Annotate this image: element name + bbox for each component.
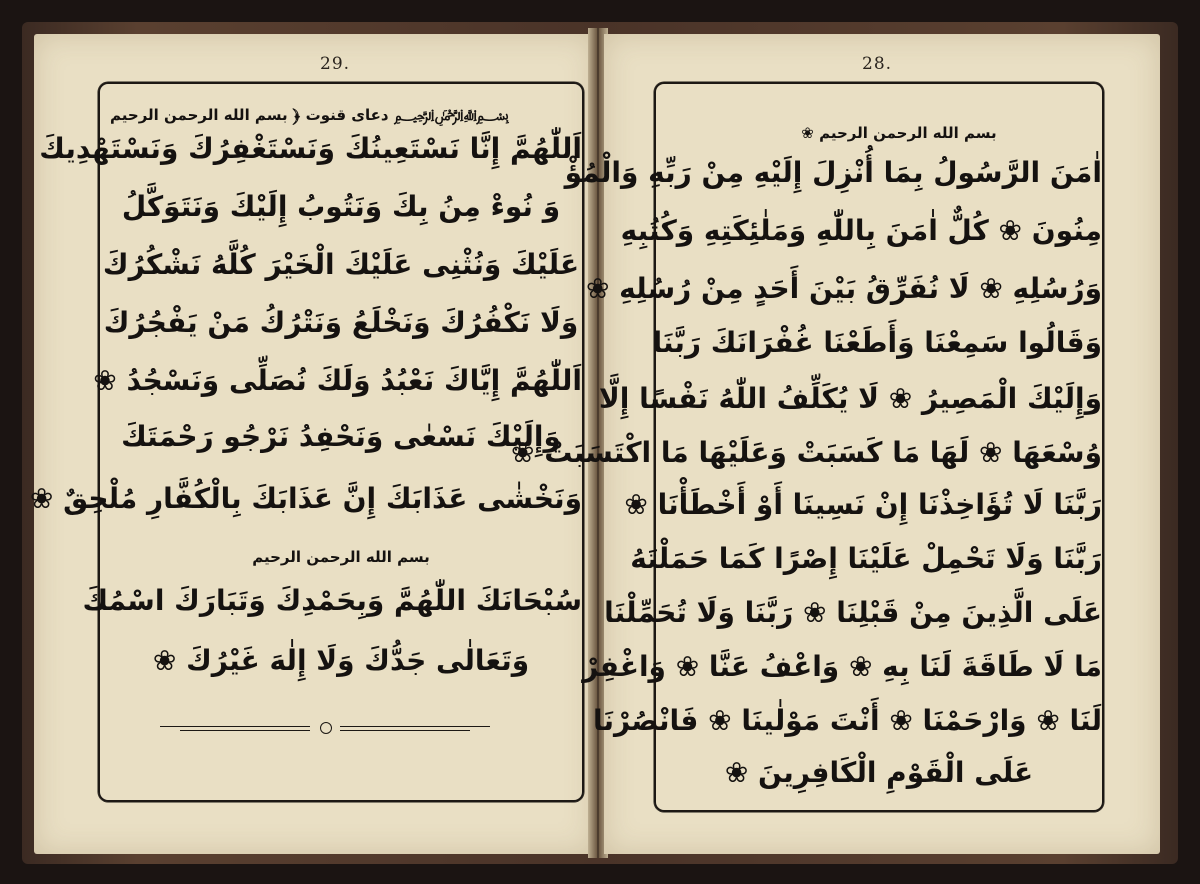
ornamental-divider	[160, 724, 490, 732]
left-header-line: ﷽ دعاى قنوت ﴿ بسم الله الرحمن الرحيم	[110, 106, 509, 124]
right-line-3: وَرُسُلِهِ ❀ لَا نُفَرِّقُ بَيْنَ أَحَدٍ مِنْ رُسُلِهِ ❀	[585, 272, 1102, 305]
right-line-10: مَا لَا طَاقَةَ لَنَا بِهِ ❀ وَاعْفُ عَنَّا ❀ وَاغْفِرْ	[582, 650, 1102, 683]
right-line-6: وُسْعَهَا ❀ لَهَا مَا كَسَبَتْ وَعَلَيْهَا مَا اكْتَسَبَتْ ❀	[511, 436, 1102, 469]
left-line-8: سُبْحَانَكَ اللّٰهُمَّ وَبِحَمْدِكَ وَتَبَارَكَ اسْمُكَ	[82, 584, 582, 617]
right-line-11: لَنَا ❀ وَارْحَمْنَا ❀ أَنْتَ مَوْلٰينَا ❀ فَانْصُرْنَا	[592, 704, 1102, 737]
left-line-4: وَلَا نَكْفُرُكَ وَنَخْلَعُ وَنَتْرُكُ مَنْ يَفْجُرُكَ	[103, 306, 579, 339]
right-line-12: عَلَى الْقَوْمِ الْكَافِرِينَ ❀	[724, 756, 1034, 789]
right-line-8: رَبَّنَا وَلَا تَحْمِلْ عَلَيْنَا إِصْرًا كَمَا حَمَلْتَهُ	[630, 542, 1102, 575]
right-page	[511, 34, 1160, 854]
left-line-3: عَلَيْكَ وَنُثْنِى عَلَيْكَ الْخَيْرَ كُلَّهُ نَشْكُرُكَ	[102, 248, 580, 281]
right-line-1: اٰمَنَ الرَّسُولُ بِمَا أُنْزِلَ إِلَيْهِ مِنْ رَبِّهِ وَالْمُؤْ	[564, 156, 1102, 189]
left-line-9: وَتَعَالٰى جَدُّكَ وَلَا إِلٰهَ غَيْرُكَ ❀	[152, 644, 530, 677]
left-line-5: اَللّٰهُمَّ إِيَّاكَ نَعْبُدُ وَلَكَ نُصَلِّى وَنَسْجُدُ ❀	[93, 364, 582, 397]
right-line-2: مِنُونَ ❀ كُلٌّ اٰمَنَ بِاللّٰهِ وَمَلٰئِكَتِهِ وَكُتُبِهِ	[620, 214, 1102, 247]
right-page-frame	[511, 82, 1104, 812]
left-line-2: وَ نُوءْ مِنُ بِكَ وَنَتُوبُ إِلَيْكَ وَنَتَوَكَّلُ	[121, 190, 561, 223]
left-page	[29, 34, 594, 854]
left-line-1: اَللّٰهُمَّ إِنَّا نَسْتَعِينُكَ وَنَسْتَغْفِرُكَ وَنَسْتَهْدِيكَ	[39, 132, 582, 165]
right-basmala: بسم الله الرحمن الرحيم ❀	[801, 124, 997, 142]
right-line-4: وَقَالُوا سَمِعْنَا وَأَطَعْنَا غُفْرَانَكَ رَبَّنَا	[652, 326, 1102, 359]
right-line-5: وَإِلَيْكَ الْمَصِيرُ ❀ لَا يُكَلِّفُ اللّٰهُ نَفْسًا إِلَّا	[598, 382, 1102, 415]
right-page-number: 28.	[862, 54, 893, 74]
right-line-7: رَبَّنَا لَا تُؤَاخِذْنَا إِنْ نَسِينَا أَوْ أَخْطَأْنَا ❀	[624, 488, 1102, 521]
left-page-number: 29.	[320, 54, 351, 74]
left-line-7: وَنَخْشٰى عَذَابَكَ إِنَّ عَذَابَكَ بِالْكُفَّارِ مُلْحِقٌ ❀	[29, 482, 582, 515]
right-line-9: عَلَى الَّذِينَ مِنْ قَبْلِنَا ❀ رَبَّنَا وَلَا تُحَمِّلْنَا	[604, 596, 1102, 629]
left-line-6: وَإِلَيْكَ نَسْعٰى وَنَحْفِدُ نَرْجُو رَحْمَتَكَ	[121, 420, 561, 453]
left-basmala: بسم الله الرحمن الرحيم	[252, 548, 430, 566]
